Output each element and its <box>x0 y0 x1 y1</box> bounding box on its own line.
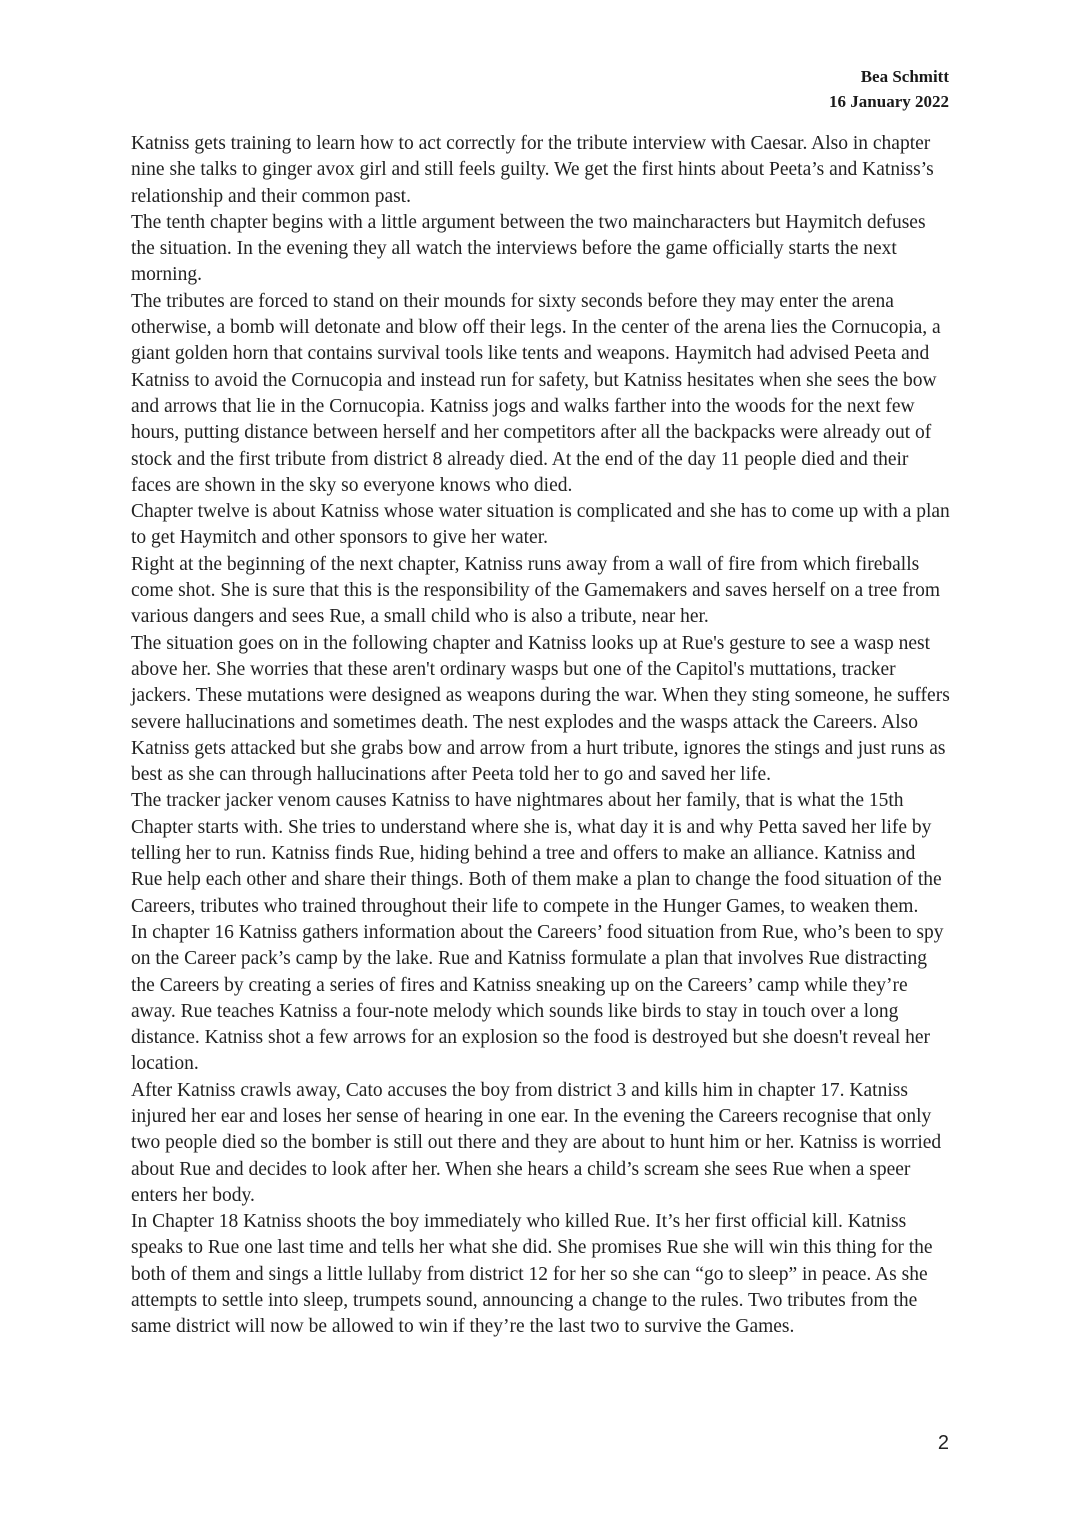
paragraph: Katniss gets training to learn how to act correctly for the tribute interview with Caesar. Also in chapter nine she talks to ginger avox girl and still feels guilty. We get the first hints about Peeta’s and Katniss’s relationship and their common past. <box>131 133 934 207</box>
document-body <box>131 131 951 1341</box>
paragraph: Right at the beginning of the next chapter, Katniss runs away from a wall of fire from which fireballs come shot. She is sure that this is the responsibility of the Gamemakers and saves herself on a tree from various dangers and sees Rue, a small child who is also a tribute, near her. <box>131 553 941 628</box>
paragraph: The tributes are forced to stand on their mounds for sixty seconds before they may enter the arena otherwise, a bomb will detonate and blow off their legs. In the center of the arena lies the Cornucopia, a giant golden horn that contains survival tools like tents and weapons. Haymitch had advised Peeta and Katniss to avoid the Cornucopia and instead run for safety, but Katniss hesitates when she sees the bow and arrows that lie in the Cornucopia. Katniss jogs and walks farther into the woods for the next few hours, putting distance between herself and her competitors after all the backpacks were already out of stock and the first tribute from district 8 already died. At the end of the day 11 people died and their faces are shown in the sky so everyone knows who died. <box>131 290 941 496</box>
paragraph: Chapter twelve is about Katniss whose water situation is complicated and she has to come up with a plan to get Haymitch and other sponsors to give her water. <box>131 501 950 549</box>
document-date: 16 January 2022 <box>829 92 949 111</box>
paragraph: In Chapter 18 Katniss shoots the boy immediately who killed Rue. It’s her first official kill. Katniss speaks to Rue one last time and tells her what she did. She promises Rue she will win this thing for the both of them and sings a little lullaby from district 12 for her so she can “go to sleep” in peace. As she attempts to settle into sleep, trumpets sound, announcing a change to the rules. Two tributes from the same district will now be allowed to win if they’re the last two to survive the Games. <box>131 1211 933 1338</box>
page-number: 2 <box>937 1432 949 1454</box>
paragraph: The tenth chapter begins with a little argument between the two maincharacters but Haymitch defuses the situation. In the evening they all watch the interviews before the game officially starts the next morning. <box>131 211 926 286</box>
author-name: Bea Schmitt <box>860 67 949 86</box>
page-header <box>829 64 949 114</box>
paragraph: The situation goes on in the following chapter and Katniss looks up at Rue's gesture to see a wasp nest above her. She worries that these aren't ordinary wasps but one of the Capitol's muttations, tracker jackers. These mutations were designed as weapons during the war. When they sting someone, he suffers severe hallucinations and sometimes death. The nest explodes and the wasps attack the Careers. Also Katniss gets attacked but she grabs bow and arrow from a hurt tribute, ignores the stings and just runs as best as she can through hallucinations after Peeta told her to go and saved her life. <box>131 632 950 786</box>
paragraph: After Katniss crawls away, Cato accuses the boy from district 3 and kills him in chapter 17. Katniss injured her ear and loses her sense of hearing in one ear. In the evening the Careers recognise that only two people died so the bomber is still out there and they are about to hunt him or her. Katniss is worried about Rue and decides to look after her. When she hears a child’s scream she sees Rue when a speer enters her body. <box>131 1079 942 1206</box>
paragraph: The tracker jacker venom causes Katniss to have nightmares about her family, that is what the 15th Chapter starts with. She tries to understand where she is, what day it is and why Petta saved her life by telling her to run. Katniss finds Rue, hiding behind a tree and offers to make an alliance. Katniss and Rue help each other and share their things. Both of them make a plan to change the food situation of the Careers, tributes who trained throughout their life to compete in the Hunger Games, to weaken them. <box>131 790 942 917</box>
paragraph: In chapter 16 Katniss gathers information about the Careers’ food situation from Rue, who’s been to spy on the Career pack’s camp by the lake. Rue and Katniss formulate a plan that involves Rue distracting the Careers by creating a series of fires and Katniss sneaking up on the Careers’ camp while they’re away. Rue teaches Katniss a four-note melody which sounds like birds to stay in touch over a long distance. Katniss shot a few arrows for an explosion so the food is destroyed but she doesn't reveal her location. <box>131 921 944 1075</box>
